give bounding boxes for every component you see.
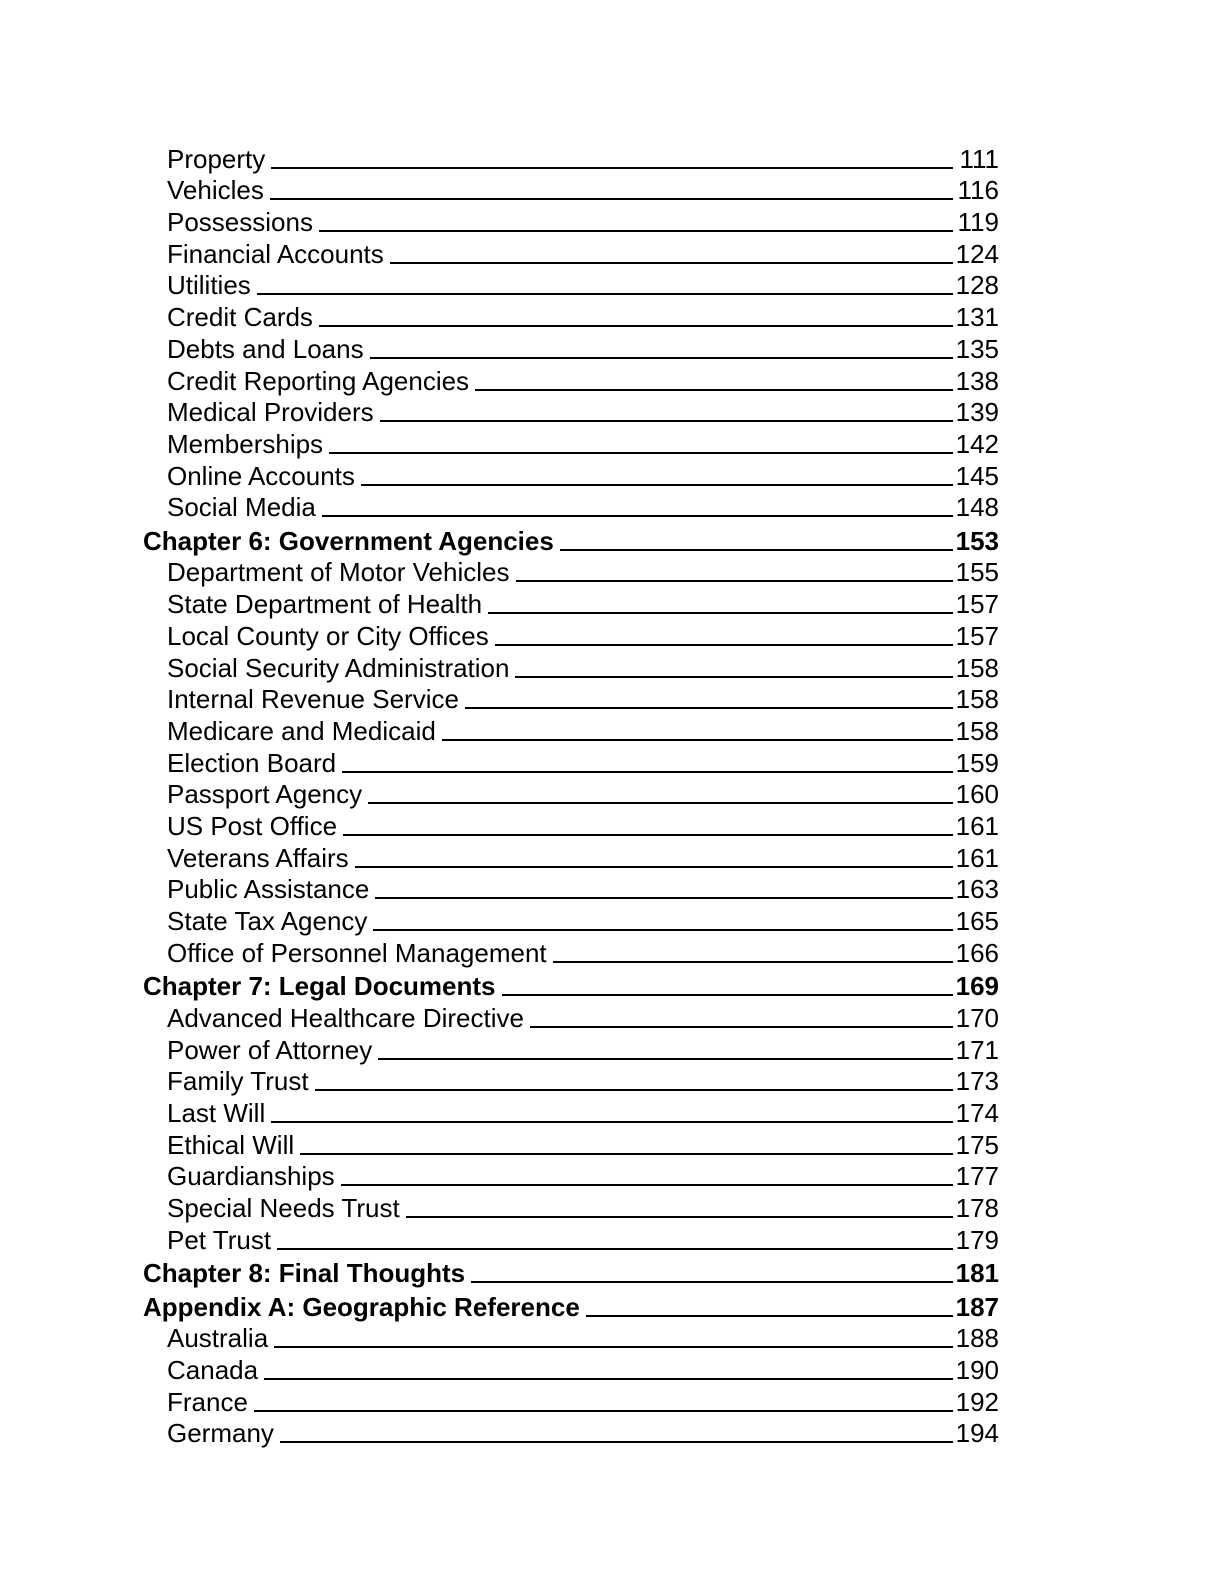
toc-entry-label: Appendix A: Geographic Reference	[143, 1291, 580, 1322]
toc-section-entry[interactable]	[143, 174, 999, 206]
toc-leader-line	[502, 994, 953, 996]
toc-leader-line	[530, 1026, 953, 1028]
toc-page-number: 158	[955, 684, 999, 715]
toc-entry-label: US Post Office	[167, 810, 338, 841]
toc-page-number: 190	[955, 1355, 999, 1386]
toc-leader-line	[319, 325, 953, 327]
table-of-contents	[143, 142, 999, 1448]
toc-section-entry[interactable]	[143, 1353, 999, 1385]
toc-entry-label: Chapter 8: Final Thoughts	[143, 1258, 466, 1289]
toc-page-number: 158	[955, 715, 999, 746]
toc-leader-line	[586, 1315, 953, 1317]
toc-page-number: 159	[955, 747, 999, 778]
toc-leader-line	[274, 1346, 953, 1348]
toc-leader-line	[280, 1441, 953, 1443]
toc-page-number: 177	[955, 1161, 999, 1192]
toc-leader-line	[495, 644, 953, 646]
toc-entry-label: Chapter 7: Legal Documents	[143, 971, 496, 1002]
toc-entry-label: Medicare and Medicaid	[167, 715, 436, 746]
toc-leader-line	[488, 612, 953, 614]
toc-leader-line	[343, 834, 953, 836]
toc-leader-line	[300, 1153, 953, 1155]
toc-section-entry[interactable]	[143, 300, 999, 332]
toc-page-number: 111	[959, 143, 999, 174]
toc-page-number: 166	[955, 937, 999, 968]
toc-leader-line	[373, 929, 953, 931]
toc-page-number: 131	[955, 302, 999, 333]
toc-entry-label: Department of Motor Vehicles	[167, 557, 510, 588]
toc-leader-line	[380, 420, 953, 422]
toc-page-number: 170	[955, 1002, 999, 1033]
toc-section-entry[interactable]	[143, 142, 999, 174]
toc-entry-label: Medical Providers	[167, 397, 374, 428]
toc-entry-label: Election Board	[167, 747, 337, 778]
toc-leader-line	[378, 1058, 953, 1060]
toc-section-entry[interactable]	[143, 778, 999, 810]
toc-entry-label: Social Media	[167, 492, 316, 523]
toc-section-entry[interactable]	[143, 459, 999, 491]
toc-page-number: 160	[955, 779, 999, 810]
toc-section-entry[interactable]	[143, 1065, 999, 1097]
toc-section-entry[interactable]	[143, 1385, 999, 1417]
toc-entry-label: Canada	[167, 1355, 259, 1386]
toc-page-number: 165	[955, 906, 999, 936]
toc-leader-line	[515, 676, 953, 678]
toc-entry-label: Passport Agency	[167, 779, 363, 810]
toc-leader-line	[406, 1216, 953, 1218]
toc-section-entry[interactable]	[143, 809, 999, 841]
toc-entry-label: Vehicles	[167, 175, 264, 206]
toc-section-entry[interactable]	[143, 332, 999, 364]
toc-page-number: 194	[955, 1418, 999, 1449]
toc-leader-line	[322, 515, 953, 517]
toc-section-entry[interactable]	[143, 1417, 999, 1449]
toc-leader-line	[516, 580, 954, 582]
toc-leader-line	[319, 230, 953, 232]
toc-leader-line	[475, 389, 953, 391]
toc-section-entry[interactable]	[143, 904, 999, 936]
toc-leader-line	[355, 866, 953, 868]
toc-entry-label: Advanced Healthcare Directive	[167, 1002, 524, 1033]
toc-leader-line	[341, 1184, 953, 1186]
toc-entry-label: Social Security Administration	[167, 652, 510, 683]
toc-entry-label: Australia	[167, 1323, 269, 1354]
toc-page-number: 142	[955, 428, 999, 459]
toc-page-number: 173	[955, 1066, 999, 1097]
toc-leader-line	[465, 707, 953, 709]
toc-entry-label: Power of Attorney	[167, 1034, 373, 1065]
toc-section-entry[interactable]	[143, 1322, 999, 1354]
toc-page-number: 116	[957, 175, 999, 206]
toc-section-entry[interactable]	[143, 491, 999, 523]
toc-leader-line	[442, 739, 953, 741]
toc-entry-label: Special Needs Trust	[167, 1193, 400, 1223]
toc-page-number: 161	[955, 842, 999, 873]
toc-section-entry[interactable]	[143, 1223, 999, 1255]
toc-entry-label: Ethical Will	[167, 1129, 295, 1160]
toc-entry-label: Financial Accounts	[167, 238, 384, 269]
toc-section-entry[interactable]	[143, 1001, 999, 1033]
toc-leader-line	[329, 452, 953, 454]
toc-entry-label: Possessions	[167, 207, 313, 238]
toc-entry-label: Credit Reporting Agencies	[167, 365, 470, 396]
toc-page-number: 153	[955, 525, 999, 556]
toc-page-number: 192	[955, 1386, 999, 1417]
toc-entry-label: Office of Personnel Management	[167, 937, 547, 968]
toc-section-entry[interactable]	[143, 587, 999, 619]
toc-page-number: 158	[955, 652, 999, 683]
toc-leader-line	[271, 1121, 953, 1123]
toc-section-entry[interactable]	[143, 1160, 999, 1192]
toc-section-entry[interactable]	[143, 1191, 999, 1223]
toc-entry-label: Local County or City Offices	[167, 620, 489, 651]
toc-page-number: 178	[955, 1193, 999, 1223]
toc-page-number: 135	[955, 333, 999, 364]
toc-section-entry[interactable]	[143, 237, 999, 269]
toc-entry-label: Germany	[167, 1418, 274, 1449]
toc-entry-label: Last Will	[167, 1097, 266, 1128]
toc-leader-line	[257, 293, 953, 295]
toc-leader-line	[342, 771, 953, 773]
toc-page-number: 187	[955, 1291, 999, 1322]
toc-page-number: 157	[955, 589, 999, 620]
toc-section-entry[interactable]	[143, 746, 999, 778]
toc-entry-label: Memberships	[167, 428, 324, 459]
toc-leader-line	[471, 1281, 953, 1283]
toc-chapter-entry[interactable]	[143, 968, 999, 1002]
toc-entry-label: Property	[167, 143, 266, 174]
toc-section-entry[interactable]	[143, 1096, 999, 1128]
toc-entry-label: Credit Cards	[167, 302, 313, 333]
toc-page-number: 124	[955, 238, 999, 269]
toc-page-number: 174	[955, 1097, 999, 1128]
toc-page-number: 128	[955, 270, 999, 301]
toc-entry-label: Family Trust	[167, 1066, 309, 1097]
toc-section-entry[interactable]	[143, 619, 999, 651]
toc-entry-label: Public Assistance	[167, 874, 370, 905]
toc-entry-label: State Department of Health	[167, 589, 483, 620]
toc-page-number: 138	[955, 365, 999, 396]
toc-leader-line	[315, 1089, 953, 1091]
toc-page-number: 181	[955, 1258, 999, 1289]
toc-section-entry[interactable]	[143, 269, 999, 301]
toc-section-entry[interactable]	[143, 427, 999, 459]
toc-section-entry[interactable]	[143, 936, 999, 968]
toc-page-number: 139	[955, 397, 999, 428]
toc-page-number: 175	[955, 1129, 999, 1160]
toc-page-number: 188	[955, 1323, 999, 1354]
toc-page-number: 171	[955, 1034, 999, 1065]
toc-leader-line	[271, 167, 953, 169]
toc-page-number: 145	[955, 460, 999, 491]
toc-section-entry[interactable]	[143, 651, 999, 683]
toc-section-entry[interactable]	[143, 205, 999, 237]
toc-section-entry[interactable]	[143, 364, 999, 396]
toc-leader-line	[361, 484, 953, 486]
toc-section-entry[interactable]	[143, 1033, 999, 1065]
toc-page-number: 148	[955, 492, 999, 523]
toc-leader-line	[254, 1410, 953, 1412]
toc-page-number: 163	[955, 874, 999, 905]
toc-section-entry[interactable]	[143, 556, 999, 588]
toc-leader-line	[368, 802, 953, 804]
toc-leader-line	[560, 549, 953, 551]
toc-entry-label: State Tax Agency	[167, 906, 368, 936]
toc-entry-label: Pet Trust	[167, 1224, 272, 1255]
toc-entry-label: Guardianships	[167, 1161, 335, 1192]
toc-chapter-entry[interactable]	[143, 1288, 999, 1322]
toc-leader-line	[277, 1248, 953, 1250]
toc-leader-line	[375, 897, 953, 899]
toc-section-entry[interactable]	[143, 683, 999, 715]
toc-entry-label: Online Accounts	[167, 460, 355, 491]
toc-section-entry[interactable]	[143, 1128, 999, 1160]
toc-leader-line	[370, 357, 953, 359]
toc-section-entry[interactable]	[143, 841, 999, 873]
toc-page-number: 119	[957, 207, 999, 238]
toc-chapter-entry[interactable]	[143, 522, 999, 556]
toc-page-number: 157	[955, 620, 999, 651]
toc-entry-label: Veterans Affairs	[167, 842, 349, 873]
toc-leader-line	[270, 198, 953, 200]
toc-entry-label: France	[167, 1386, 248, 1417]
toc-chapter-entry[interactable]	[143, 1255, 999, 1289]
toc-section-entry[interactable]	[143, 396, 999, 428]
toc-entry-label: Utilities	[167, 270, 251, 301]
toc-page-number: 155	[955, 557, 999, 588]
toc-page-number: 169	[955, 971, 999, 1002]
toc-leader-line	[264, 1378, 953, 1380]
toc-entry-label: Debts and Loans	[167, 333, 364, 364]
toc-section-entry[interactable]	[143, 714, 999, 746]
toc-entry-label: Internal Revenue Service	[167, 684, 459, 715]
toc-leader-line	[390, 262, 953, 264]
toc-page-number: 161	[955, 810, 999, 841]
toc-leader-line	[553, 961, 953, 963]
toc-entry-label: Chapter 6: Government Agencies	[143, 525, 554, 556]
toc-page-number: 179	[955, 1224, 999, 1255]
toc-section-entry[interactable]	[143, 873, 999, 905]
